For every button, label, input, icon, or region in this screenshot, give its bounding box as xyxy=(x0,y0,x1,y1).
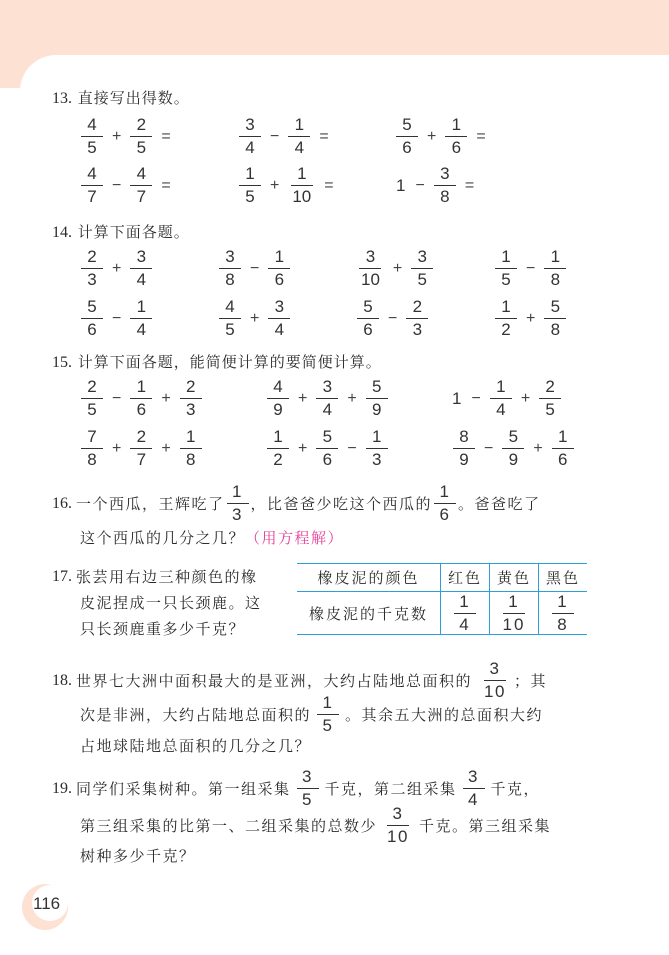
fraction: $\frac{1}{10}$ xyxy=(292,164,312,206)
fraction: $\frac{4}{5}$ xyxy=(81,116,103,157)
q13-expr-3: $\frac{5}{6}$ + $\frac{1}{6}$ = xyxy=(393,116,486,157)
question-19-line-2: 第三组采集的比第一、二组采集的总数少 $\frac{3}{10}$ 千克。第三组采集 xyxy=(80,804,551,846)
q15-expr-3: 1 − $\frac{1}{4}$ + $\frac{2}{5}$ xyxy=(452,378,564,419)
q13-expr-4: $\frac{4}{7}$ − $\frac{4}{7}$ = xyxy=(78,165,171,206)
question-text: 计算下面各题。 xyxy=(77,223,190,241)
q15-expr-1: $\frac{2}{5}$ − $\frac{1}{6}$ + $\frac{2}{3}$ xyxy=(78,378,205,419)
fraction: $\frac{2}{5}$ xyxy=(130,116,152,157)
page-number: 116 xyxy=(33,894,61,913)
question-15-title xyxy=(52,352,382,373)
hint-equation: （用方程解） xyxy=(245,529,345,547)
question-18-line-3: 占地球陆地总面积的几分之几？ xyxy=(80,737,312,755)
q14-expr-6: $\frac{4}{5}$ + $\frac{3}{4}$ xyxy=(216,298,293,339)
question-18-line-1: 18. 世界七大洲中面积最大的是亚洲，大约占陆地总面积的 $\frac{3}{10}$ ；其 xyxy=(52,659,547,701)
question-text: 计算下面各题，能简便计算的要简便计算。 xyxy=(77,353,382,371)
q14-expr-8: $\frac{1}{2}$ + $\frac{5}{8}$ xyxy=(492,298,569,339)
question-number: 15. xyxy=(52,354,72,371)
question-14-title xyxy=(52,222,190,243)
table-header-row: 橡皮泥的颜色 红色 黄色 黑色 xyxy=(297,564,587,592)
question-17-line-2: 皮泥捏成一只长颈鹿。这 xyxy=(80,594,262,612)
q15-expr-6: $\frac{8}{9}$ − $\frac{5}{9}$ + $\frac{1}{6}$ xyxy=(450,428,577,469)
q14-expr-4: $\frac{1}{5}$ − $\frac{1}{8}$ xyxy=(492,248,569,289)
fraction: $\frac{3}{8}$ xyxy=(434,165,456,206)
fraction: $\frac{3}{4}$ xyxy=(239,116,261,157)
question-17-line-1: 17. 张芸用右边三种颜色的橡 xyxy=(52,567,258,586)
q14-expr-2: $\frac{3}{8}$ − $\frac{1}{6}$ xyxy=(216,248,293,289)
q13-expr-1: $\frac{4}{5}$ + $\frac{2}{5}$ = xyxy=(78,116,171,157)
q14-expr-5: $\frac{5}{6}$ − $\frac{1}{4}$ xyxy=(78,298,155,339)
q13-expr-2: $\frac{3}{4}$ − $\frac{1}{4}$ = xyxy=(236,116,329,157)
q14-expr-7: $\frac{5}{6}$ − $\frac{2}{3}$ xyxy=(354,298,431,339)
fraction: $\frac{4}{7}$ xyxy=(81,165,103,206)
question-16-line-1: 16. 一个西瓜，王辉吃了 $\frac{1}{3}$ ，比爸爸少吃这个西瓜的 $\frac{1}{6}$ 。爸爸吃了 xyxy=(52,482,541,524)
fraction: $\frac{5}{6}$ xyxy=(396,116,418,157)
question-number: 13. xyxy=(52,90,72,107)
question-18-line-2: 次是非洲，大约占陆地总面积的 $\frac{1}{5}$ 。其余五大洲的总面积大约 xyxy=(80,693,544,735)
fraction: $\frac{1}{4}$ xyxy=(288,116,310,157)
q15-expr-5: $\frac{1}{2}$ + $\frac{5}{6}$ − $\frac{1}{3}$ xyxy=(264,428,391,469)
question-number: 14. xyxy=(52,224,72,241)
question-19-line-1: 19. 同学们采集树种。第一组采集 $\frac{3}{5}$ 千克，第二组采集 $\frac{3}{4}$ 千克， xyxy=(52,767,541,809)
fraction: $\frac{1}{5}$ xyxy=(239,165,261,206)
q13-expr-5: $\frac{1}{5}$ + $\frac{1}{10}$ = xyxy=(236,165,334,206)
fraction: $\frac{4}{7}$ xyxy=(130,165,152,206)
q14-expr-1: $\frac{2}{3}$ + $\frac{3}{4}$ xyxy=(78,248,155,289)
question-text: 直接写出得数。 xyxy=(77,89,190,107)
q14-expr-3: $\frac{3}{10}$ + $\frac{3}{5}$ xyxy=(354,248,436,289)
table-row: 橡皮泥的千克数 $\frac{1}{4}$ $\frac{1}{10}$ $\frac{1}{8}$ xyxy=(297,592,587,635)
fraction: $\frac{1}{6}$ xyxy=(445,116,467,157)
question-13-title xyxy=(52,88,190,109)
question-16-line-2: 这个西瓜的几分之几？ （用方程解） xyxy=(80,529,345,547)
question-17-line-3: 只长颈鹿重多少千克？ xyxy=(80,620,246,638)
q15-expr-4: $\frac{7}{8}$ + $\frac{2}{7}$ + $\frac{1}{8}$ xyxy=(78,428,205,469)
q15-expr-2: $\frac{4}{9}$ + $\frac{3}{4}$ + $\frac{5}{9}$ xyxy=(264,378,391,419)
clay-table xyxy=(297,563,587,635)
q13-expr-6: 1 − $\frac{3}{8}$ = xyxy=(396,164,475,206)
question-19-line-3: 树种多少千克？ xyxy=(80,847,196,865)
